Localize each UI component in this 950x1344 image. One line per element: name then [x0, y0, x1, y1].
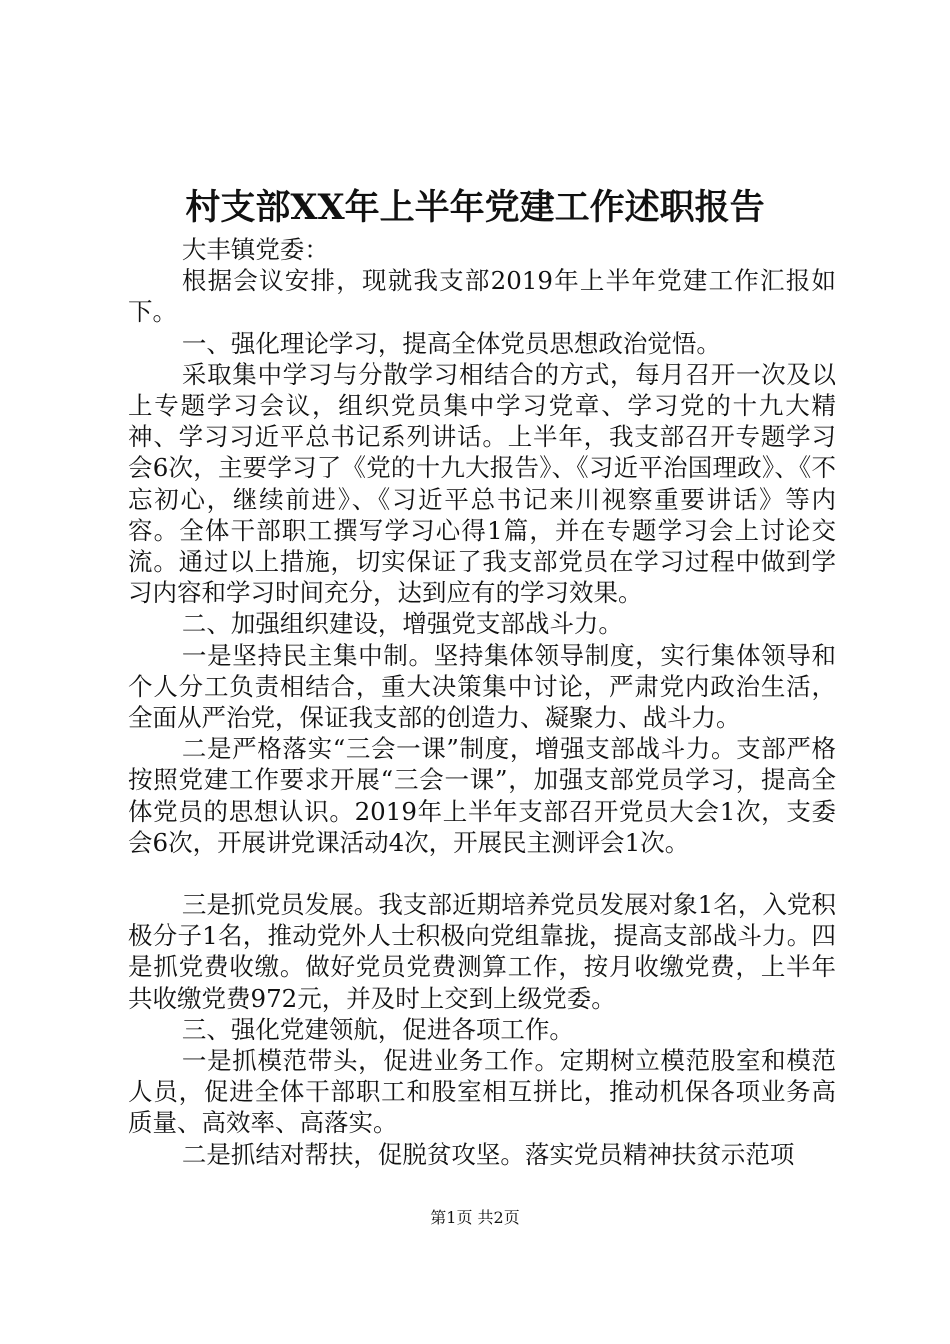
body-paragraph: 二是抓结对帮扶，促脱贫攻坚。落实党员精神扶贫示范项 — [181, 1139, 795, 1169]
section-heading-2: 二、加强组织建设，增强党支部战斗力。 — [181, 609, 623, 639]
body-paragraph: 采取集中学习与分散学习相结合的方式，每月召开一次及以上专题学习会议，组织党员集中学习党章、学习党的十九大精神、学习习近平总书记系列讲话。上半年，我支部召开专题学习会6次，主要学习了《党的十九大报告》、《习近平治国理政》、《不忘初心，继续前进》、《习近平总书记来川视察重要讲话》等内容。全体干部职工撰写学习心得1篇，并在专题学习会上讨论交流。通过以上措施，切实保证了我支部党员在学习过程中做到学习内容和学习时间充分，达到应有的学习效果。 — [128, 359, 836, 608]
intro-paragraph: 根据会议安排，现就我支部2019年上半年党建工作汇报如下。 — [128, 266, 836, 327]
body-paragraph: 三是抓党员发展。我支部近期培养党员发展对象1名，入党积极分子1名，推动党外人士积极向党组靠拢，提高支部战斗力。四是抓党费收缴。做好党员党费测算工作，按月收缴党费，上半年共收缴党费972元，并及时上交到上级党委。 — [128, 890, 836, 1013]
body-paragraph: 一是坚持民主集中制。坚持集体领导制度，实行集体领导和个人分工负责相结合，重大决策集中讨论，严肃党内政治生活，全面从严治党，保证我支部的创造力、凝聚力、战斗力。 — [128, 640, 836, 733]
section-heading-1: 一、强化理论学习，提高全体党员思想政治觉悟。 — [181, 328, 721, 358]
page-number: 第1页 共2页 — [430, 1208, 520, 1227]
salutation: 大丰镇党委： — [181, 235, 329, 264]
document-title: 村支部XX年上半年党建工作述职报告 — [185, 187, 765, 228]
section-heading-3: 三、强化党建领航，促进各项工作。 — [181, 1014, 574, 1044]
body-paragraph: 二是严格落实“三会一课”制度，增强支部战斗力。支部严格按照党建工作要求开展“三会一课”，加强支部党员学习，提高全体党员的思想认识。2019年上半年支部召开党员大会1次，支委会6次，开展讲党课活动4次，开展民主测评会1次。 — [128, 734, 836, 857]
body-paragraph: 一是抓模范带头，促进业务工作。定期树立模范股室和模范人员，促进全体干部职工和股室相互拼比，推动机保各项业务高质量、高效率、高落实。 — [128, 1046, 836, 1138]
document-body — [128, 234, 836, 1170]
